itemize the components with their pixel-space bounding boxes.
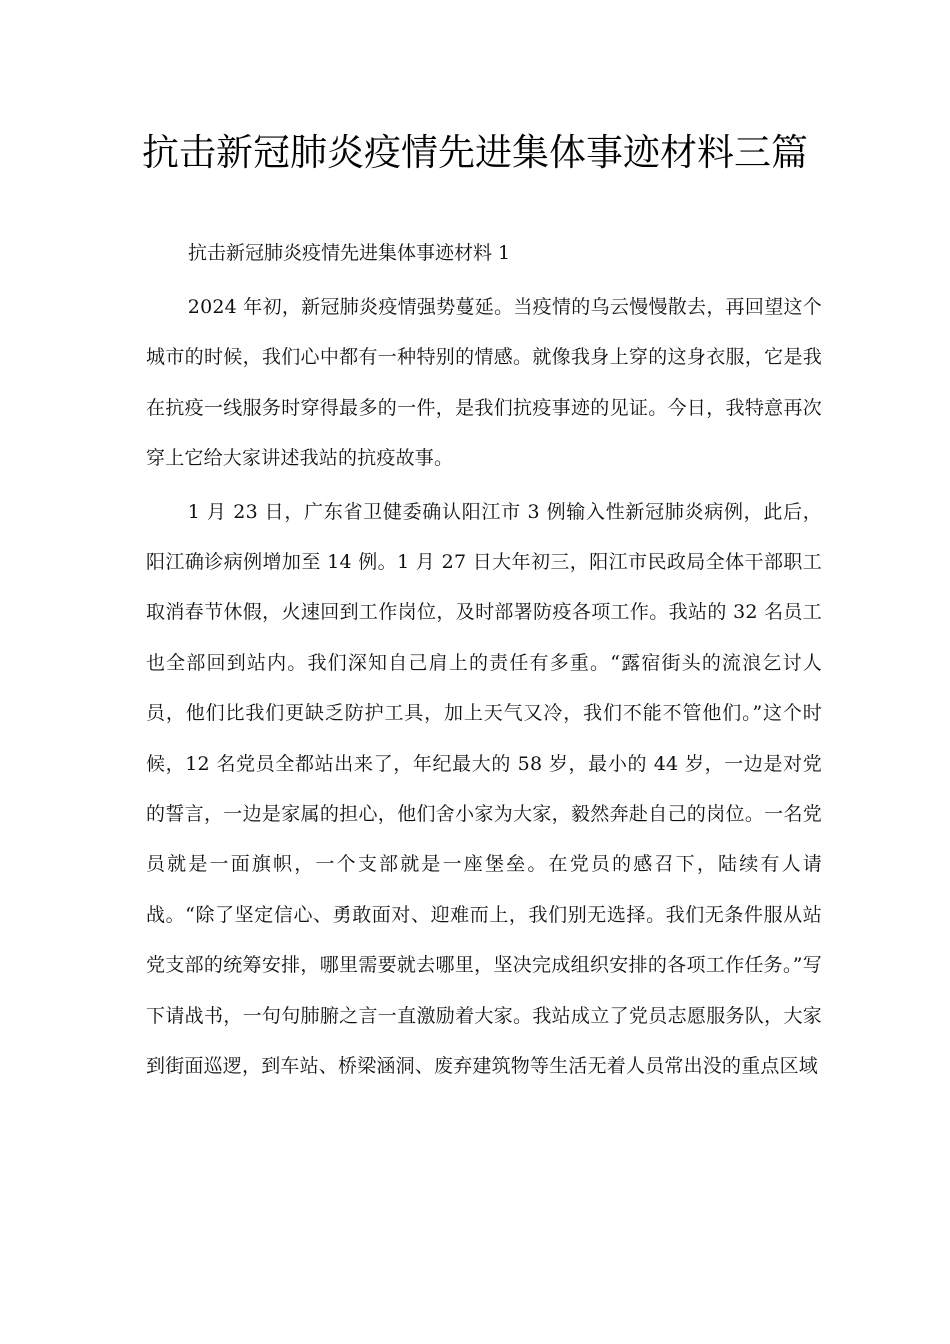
paragraph-2: 1 月 23 日，广东省卫健委确认阳江市 3 例输入性新冠肺炎病例，此后，阳江确诊病例增加至 14 例。1 月 27 日大年初三，阳江市民政局全体干部职工取消春节休假，火速回到工作岗位，及时部署防疫各项工作。我站的 32 名员工也全部回到站内。我们深知自己肩上的责任有多重。“露宿街头的流浪乞讨人员，他们比我们更缺乏防护工具，加上天气又冷，我们不能不管他们。”这个时候，12 名党员全都站出来了，年纪最大的 58 岁，最小的 44 岁，一边是对党的誓言，一边是家属的担心，他们舍小家为大家，毅然奔赴自己的岗位。一名党员就是一面旗帜，一个支部就是一座堡垒。在党员的感召下，陆续有人请战。“除了坚定信心、勇敢面对、迎难而上，我们别无选择。我们无条件服从站党支部的统筹安排，哪里需要就去哪里，坚决完成组织安排的各项工作任务。”写下请战书，一句句肺腑之言一直激励着大家。我站成立了党员志愿服务队，大家到街面巡逻，到车站、桥梁涵洞、废弃建筑物等生活无着人员常出没的重点区域 [146,500,822,1078]
paragraph-1: 2024 年初，新冠肺炎疫情强势蔓延。当疫情的乌云慢慢散去，再回望这个城市的时候，我们心中都有一种特别的情感。就像我身上穿的这身衣服，它是我在抗疫一线服务时穿得最多的一件，是我们抗疫事迹的见证。今日，我特意再次穿上它给大家讲述我站的抗疫故事。 [146,296,822,470]
document-title: 抗击新冠肺炎疫情先进集体事迹材料三篇 [142,131,808,174]
section-subheading: 抗击新冠肺炎疫情先进集体事迹材料 1 [188,242,511,264]
document-body [146,282,822,1095]
